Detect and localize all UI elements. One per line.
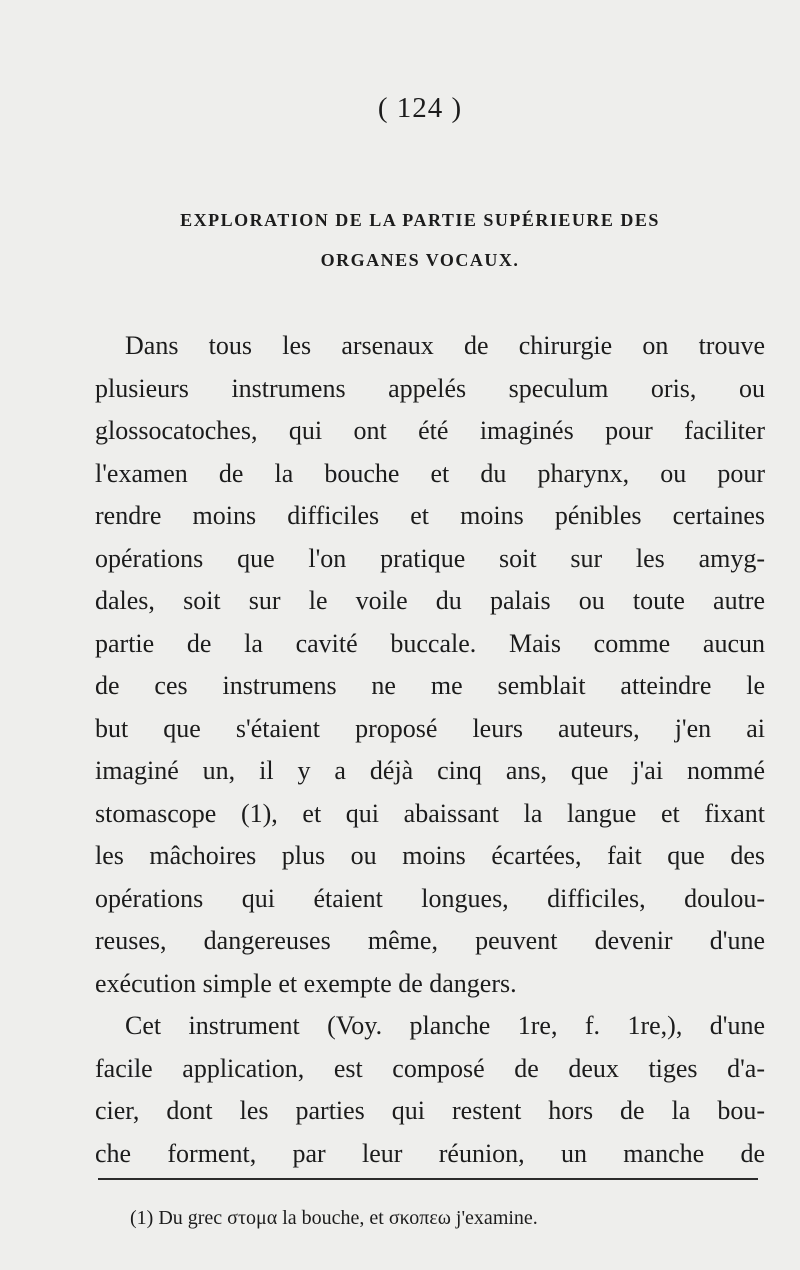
text-line: imaginé un, il y a déjà cinq ans, que j'ai nommé <box>95 756 765 785</box>
text-line: de ces instrumens ne me semblait atteindre le <box>95 671 765 700</box>
text-line: reuses, dangereuses même, peuvent devenir d'une <box>95 926 765 955</box>
text-line: exécution simple et exempte de dangers. <box>95 968 517 998</box>
footnote-rule <box>98 1178 758 1180</box>
text-line: plusieurs instrumens appelés speculum oris, ou <box>95 373 765 403</box>
text-line: Dans tous les arsenaux de chirurgie on trouve <box>125 331 765 360</box>
section-heading-line-2: ORGANES VOCAUX. <box>320 250 520 270</box>
body-text <box>95 325 765 1175</box>
text-line: les mâchoires plus ou moins écartées, fait que des <box>95 841 765 870</box>
text-line: che forment, par leur réunion, un manche de <box>95 1138 765 1168</box>
footnote: (1) Du grec στομα la bouche, et σκοπεω j'examine. <box>130 1207 538 1229</box>
text-line: dales, soit sur le voile du palais ou toute autre <box>95 586 765 615</box>
text-line: rendre moins difficiles et moins pénibles certaines <box>95 501 765 530</box>
text-line: opérations qui étaient longues, difficiles, doulou- <box>95 883 765 913</box>
text-line: but que s'étaient proposé leurs auteurs, j'en ai <box>95 713 765 743</box>
text-line: facile application, est composé de deux tiges d'a- <box>95 1053 765 1083</box>
text-line: glossocatoches, qui ont été imaginés pour faciliter <box>95 416 765 445</box>
text-line: opérations que l'on pratique soit sur les amyg- <box>95 543 765 573</box>
section-heading-line-1: EXPLORATION DE LA PARTIE SUPÉRIEURE DES <box>180 210 660 230</box>
page-number: ( 124 ) <box>377 92 463 124</box>
text-line: Cet instrument (Voy. planche 1re, f. 1re,), d'une <box>125 1011 765 1040</box>
text-line: stomascope (1), et qui abaissant la langue et fixant <box>95 798 765 828</box>
text-line: cier, dont les parties qui restent hors de la bou- <box>95 1096 765 1125</box>
text-line: l'examen de la bouche et du pharynx, ou pour <box>95 458 765 488</box>
text-line: partie de la cavité buccale. Mais comme aucun <box>95 628 765 658</box>
